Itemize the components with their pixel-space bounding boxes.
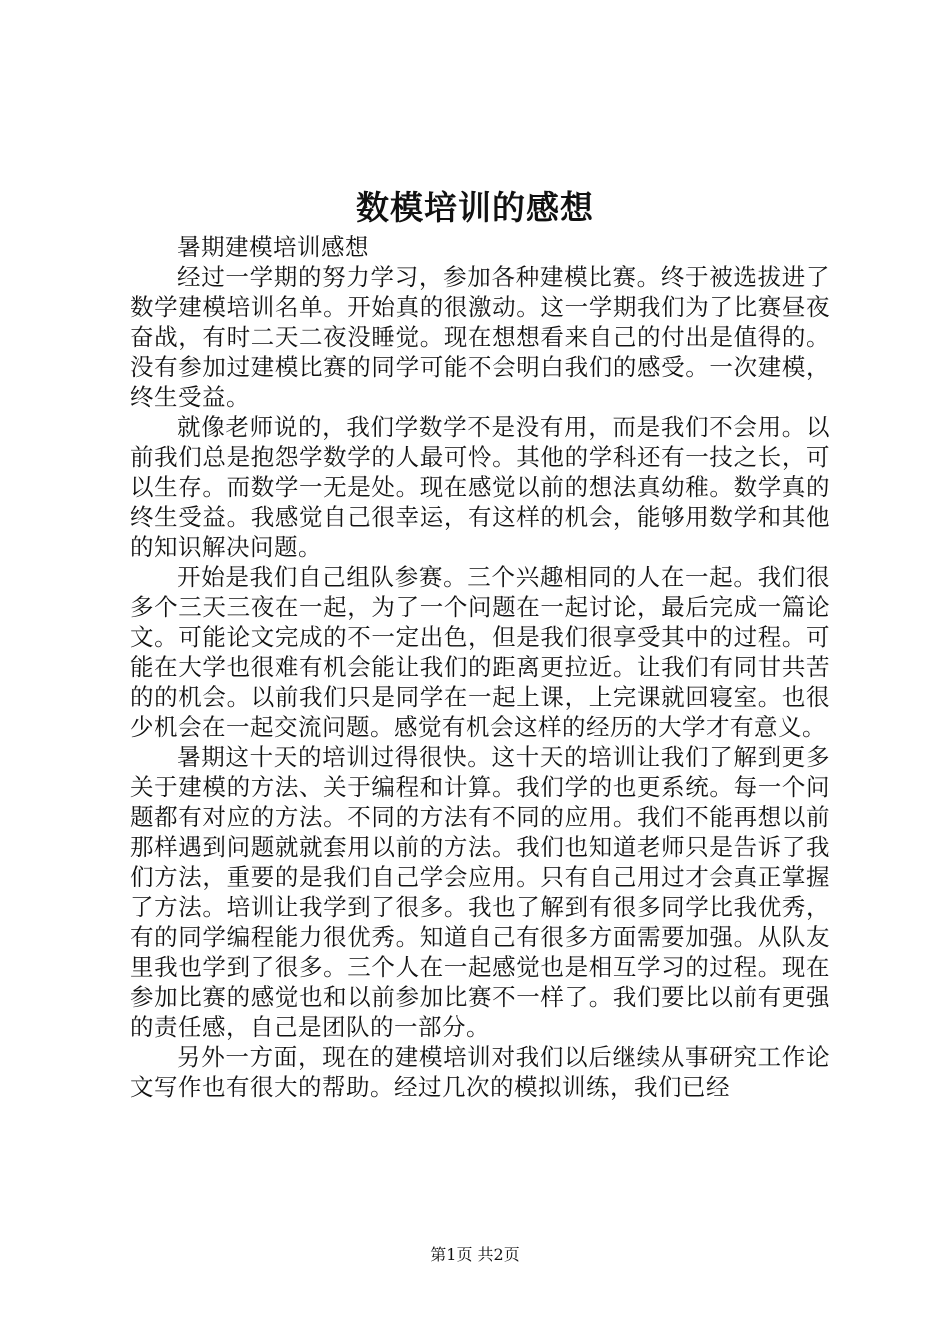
document-title: 数模培训的感想 [356, 188, 594, 227]
page-footer [0, 1245, 950, 1265]
document-subtitle: 暑期建模培训感想 [177, 233, 369, 261]
paragraph: 开始是我们自己组队参赛。三个兴趣相同的人在一起。我们很多个三天三夜在一起，为了一个问题在一起讨论，最后完成一篇论文。可能论文完成的不一定出色，但是我们很享受其中的过程。可能在大学也很难有机会能让我们的距离更拉近。让我们有同甘共苦的的机会。以前我们只是同学在一起上课，上完课就回寝室。也很少机会在一起交流问题。感觉有机会这样的经历的大学才有意义。 [130, 563, 830, 741]
paragraph: 暑期这十天的培训过得很快。这十天的培训让我们了解到更多关于建模的方法、关于编程和计算。我们学的也更系统。每一个问题都有对应的方法。不同的方法有不同的应用。我们不能再想以前那样遇到问题就就套用以前的方法。我们也知道老师只是告诉了我们方法，重要的是我们自己学会应用。只有自己用过才会真正掌握了方法。培训让我学到了很多。我也了解到有很多同学比我优秀，有的同学编程能力很优秀。知道自己有很多方面需要加强。从队友里我也学到了很多。三个人在一起感觉也是相互学习的过程。现在参加比赛的感觉也和以前参加比赛不一样了。我们要比以前有更强的责任感，自己是团队的一部分。 [130, 743, 830, 1041]
paragraph: 另外一方面，现在的建模培训对我们以后继续从事研究工作论文写作也有很大的帮助。经过几次的模拟训练，我们已经 [130, 1043, 830, 1101]
page-number: 第1页 共2页 [430, 1245, 520, 1264]
paragraph: 就像老师说的，我们学数学不是没有用，而是我们不会用。以前我们总是抱怨学数学的人最可怜。其他的学科还有一技之长，可以生存。而数学一无是处。现在感觉以前的想法真幼稚。数学真的终生受益。我感觉自己很幸运，有这样的机会，能够用数学和其他的知识解决问题。 [130, 413, 830, 561]
paragraph: 经过一学期的努力学习，参加各种建模比赛。终于被选拔进了数学建模培训名单。开始真的很激动。这一学期我们为了比赛昼夜奋战，有时二天二夜没睡觉。现在想想看来自己的付出是值得的。没有参加过建模比赛的同学可能不会明白我们的感受。一次建模，终生受益。 [130, 263, 830, 411]
document-body [130, 232, 830, 1102]
